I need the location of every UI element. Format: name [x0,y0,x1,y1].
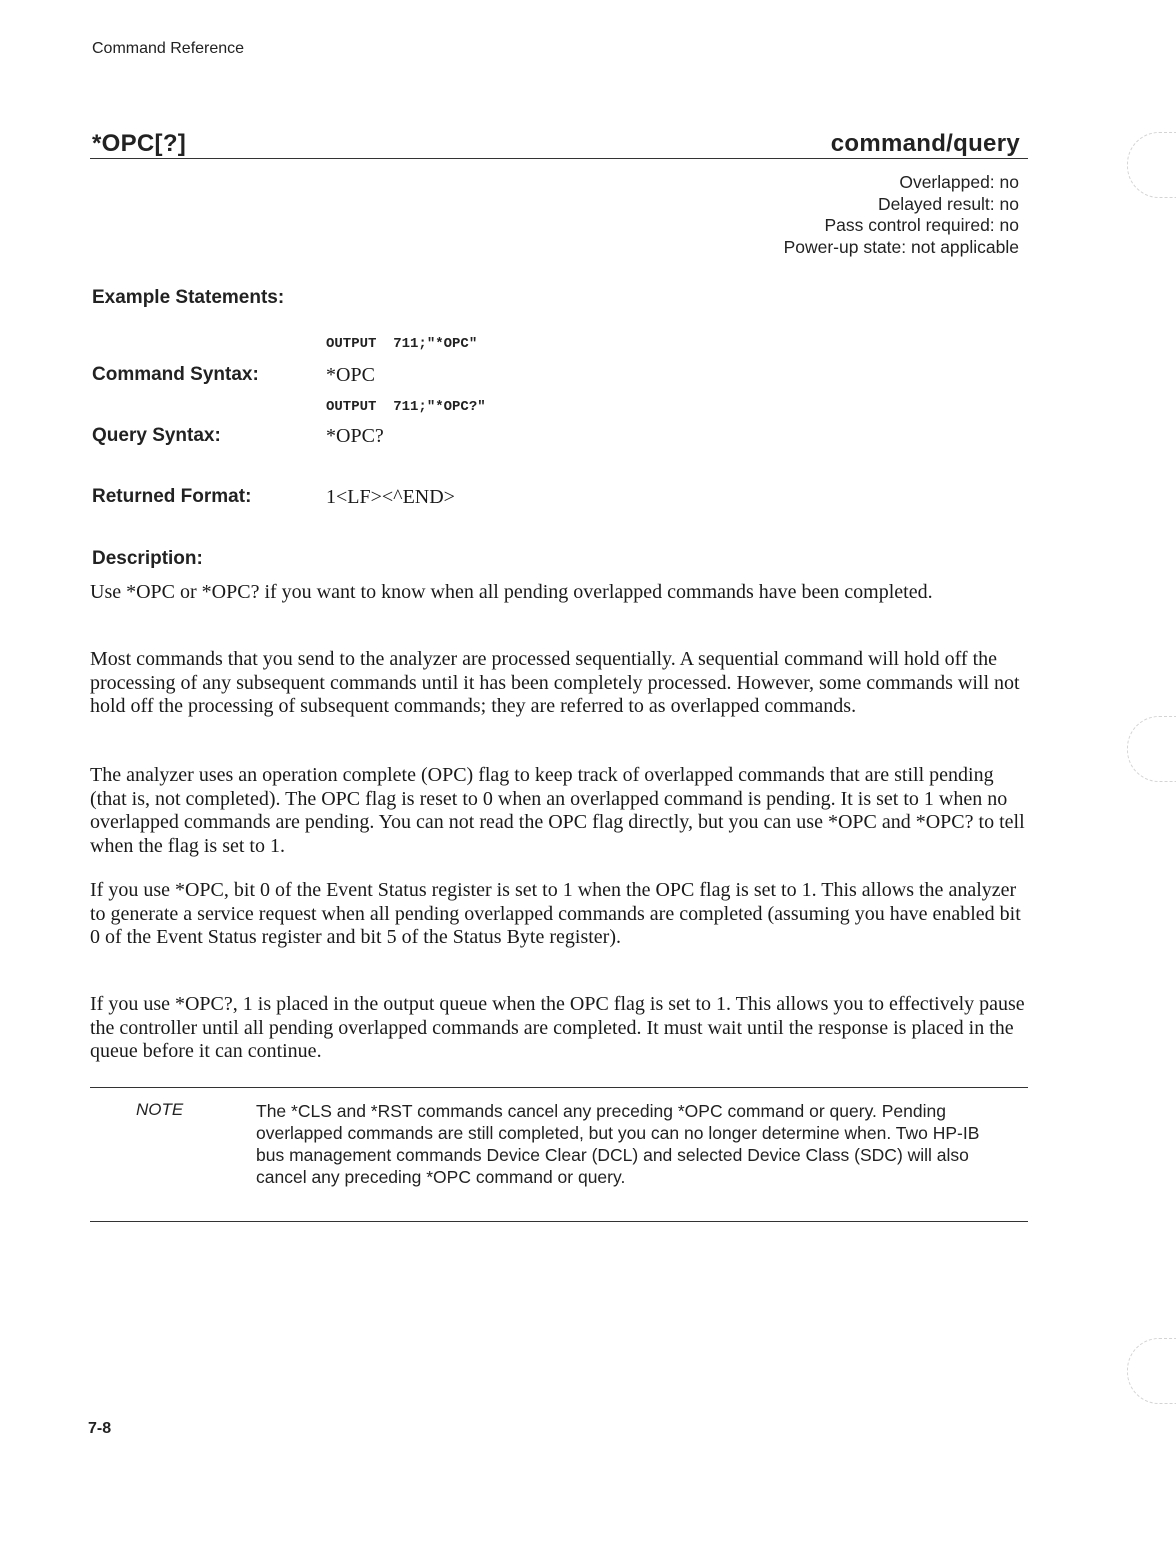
punch-hole-top [1127,132,1176,198]
example-line-2: OUTPUT 711;"*OPC?" [326,399,486,415]
description-heading: Description: [92,548,203,569]
running-head: Command Reference [92,40,245,57]
command-syntax-value: *OPC [326,364,375,386]
description-paragraph-5: If you use *OPC?, 1 is placed in the output queue when the OPC flag is set to 1. This allows you to effectively pause the controller until all pending overlapped commands are completed. It must wait until the response is placed in the queue before it can continue. [90,993,1025,1063]
description-paragraph-2: Most commands that you send to the analyzer are processed sequentially. A sequential command will hold off the processing of any subsequent commands until it has been completely processed. However, some commands will not hold off the processing of subsequent commands; they are referred to as overlapped commands. [90,648,1020,718]
command-title: *OPC[?] [92,130,187,157]
note-rule-bottom [90,1221,1028,1222]
attr-delayed-result: Delayed result: no [877,193,1019,214]
punch-hole-bottom [1127,1338,1176,1404]
punch-hole-middle [1127,716,1176,782]
description-paragraph-3: The analyzer uses an operation complete (OPC) flag to keep track of overlapped commands that are still pending (that is, not completed). The OPC flag is reset to 0 when an overlapped command is pending. It is set to 1 when no overlapped commands are pending. You can not read the OPC flag directly, but you can use *OPC and *OPC? to tell when the flag is set to 1. [90,764,1025,857]
command-type: command/query [830,130,1020,157]
attr-power-up-state: Power-up state: not applicable [783,236,1019,257]
command-syntax-label: Command Syntax: [92,364,259,385]
query-syntax-label: Query Syntax: [92,425,221,446]
note-label: NOTE [136,1100,184,1119]
description-paragraph-1: Use *OPC or *OPC? if you want to know when all pending overlapped commands have been completed. [90,581,933,603]
attr-overlapped: Overlapped: no [899,172,1019,192]
command-attributes [784,172,1019,258]
returned-format-value: 1<LF><^END> [326,486,455,508]
note-text: The *CLS and *RST commands cancel any preceding *OPC command or query. Pending overlapped commands are still completed, but you can no longer determine when. Two HP-IB bus management commands Device Clear (DCL) and selected Device Class (SDC) will also cancel any preceding *OPC command or query. [256,1101,980,1187]
example-statements-label: Example Statements: [92,287,285,308]
example-line-1: OUTPUT 711;"*OPC" [326,336,478,352]
note-rule-top [90,1087,1028,1088]
attr-pass-control: Pass control required: no [824,215,1019,236]
query-syntax-value: *OPC? [326,425,384,447]
description-paragraph-4: If you use *OPC, bit 0 of the Event Status register is set to 1 when the OPC flag is set to 1. This allows the analyzer to generate a service request when all pending overlapped commands are completed (assuming you have enabled bit 0 of the Event Status register and bit 5 of the Status Byte register). [90,879,1021,949]
returned-format-label: Returned Format: [92,486,252,507]
page-number: 7-8 [88,1420,112,1437]
title-rule [90,158,1028,159]
